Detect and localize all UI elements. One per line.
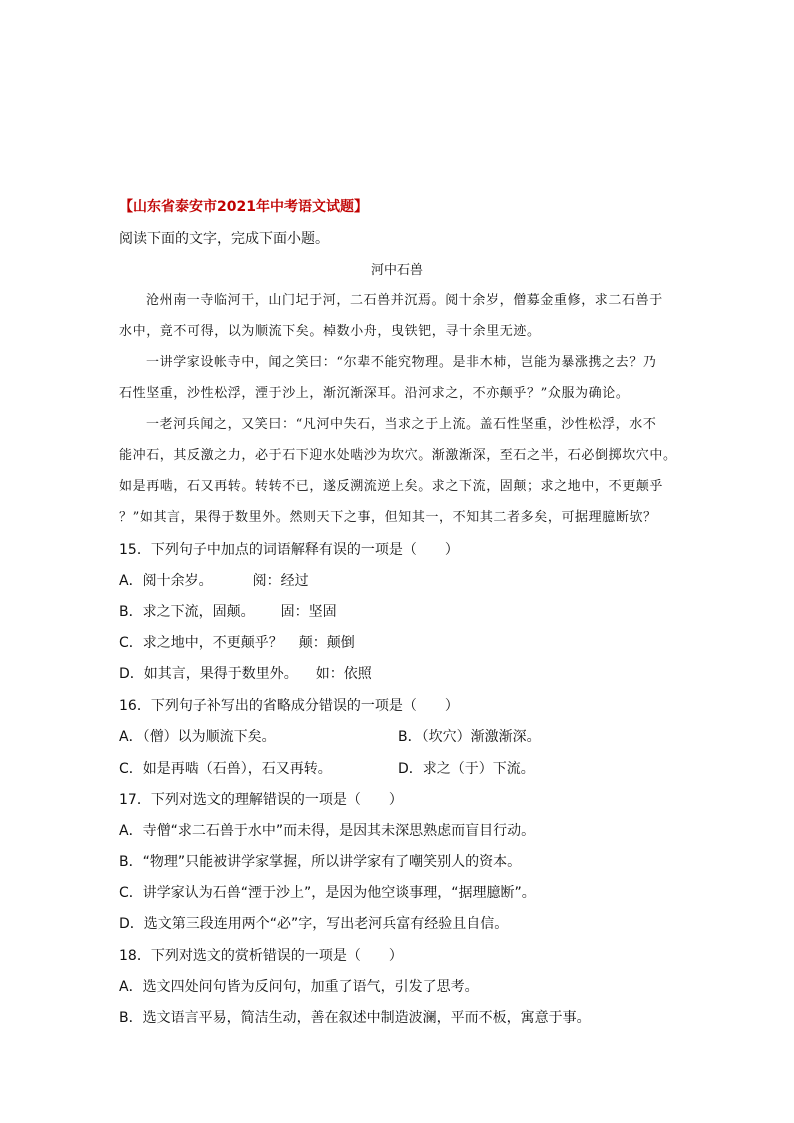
- passage-line: 一讲学家设帐寺中，闻之笑曰：“尔辈不能究物理。是非木杮，岂能为暴涨携之去？乃: [146, 355, 657, 370]
- option-sentence: A．阅十余岁。: [119, 573, 213, 589]
- question-16-option-c: C．如是再啮（石兽），石又再转。: [119, 761, 332, 777]
- reading-instruction: 阅读下面的文字，完成下面小题。: [119, 231, 329, 247]
- option-gloss: 固：坚固: [280, 604, 337, 620]
- passage-line: 如是再啮，石又再转。转转不已，遂反溯流逆上矣。求之下流，固颠；求之地中，不更颠乎: [119, 479, 664, 494]
- question-17-option-b: B．“物理”只能被讲学家掌握，所以讲学家有了嘲笑别人的资本。: [119, 854, 522, 870]
- passage-line: 水中，竟不可得，以为顺流下矣。棹数小舟，曳铁钯，寻十余里无迹。: [119, 324, 541, 339]
- question-15-option-c: [119, 634, 355, 652]
- question-16-option-a: A．（僧）以为顺流下矣。: [119, 729, 276, 745]
- option-sentence: D．如其言，果得于数里外。: [119, 666, 298, 682]
- option-gloss: 颠：颠倒: [298, 635, 355, 651]
- passage-title: 河中石兽: [370, 263, 423, 278]
- option-gloss: 阅：经过: [252, 573, 309, 589]
- question-15-option-b: [119, 603, 337, 621]
- question-15-stem: 15．下列句子中加点的词语解释有误的一项是（ ）: [119, 542, 459, 558]
- question-17-option-d: D．选文第三段连用两个“必”字，写出老河兵富有经验且自信。: [119, 916, 509, 932]
- passage-line: ？”如其言，果得于数里外。然则天下之事，但知其一，不知其二者多矣，可据理臆断欤？: [119, 510, 657, 525]
- passage-line: 一老河兵闻之，又笑曰：“凡河中失石，当求之于上流。盖石性坚重，沙性松浮，水不: [146, 417, 657, 432]
- question-15-option-d: [119, 665, 372, 683]
- question-15-option-a: [119, 572, 309, 590]
- option-gloss: 如：依照: [315, 666, 372, 682]
- question-17-option-c: C．讲学家认为石兽“湮于沙上”，是因为他空谈事理，“据理臆断”。: [119, 885, 536, 901]
- question-18-option-a: A．选文四处问句皆为反问句，加重了语气，引发了思考。: [119, 979, 479, 995]
- question-18-stem: 18．下列对选文的赏析错误的一项是（ ）: [119, 948, 403, 964]
- question-17-option-a: A．寺僧“求二石兽于水中”而未得，是因其未深思熟虑而盲目行动。: [119, 823, 536, 839]
- question-16-option-b: B．（坎穴）渐激渐深。: [398, 729, 541, 745]
- option-sentence: B．求之下流，固颠。: [119, 604, 255, 620]
- option-sentence: C．求之地中，不更颠乎？: [119, 635, 283, 651]
- source-heading: 【山东省泰安市2021年中考语文试题】: [119, 199, 368, 215]
- passage-line: 沧州南一寺临河干，山门圮于河，二石兽并沉焉。阅十余岁，僧募金重修，求二石兽于: [146, 293, 663, 308]
- question-18-option-b: B．选文语言平易，简洁生动，善在叙述中制造波澜，平而不板，寓意于事。: [119, 1010, 591, 1026]
- passage-line: 石性坚重，沙性松浮，湮于沙上，渐沉渐深耳。沿河求之，不亦颠乎？”众服为确论。: [119, 386, 630, 401]
- question-16-option-d: D．求之（于）下流。: [398, 761, 535, 777]
- question-16-stem: 16．下列句子补写出的省略成分错误的一项是（ ）: [119, 698, 459, 714]
- question-17-stem: 17．下列对选文的理解错误的一项是（ ）: [119, 792, 403, 808]
- passage-line: 能冲石，其反激之力，必于石下迎水处啮沙为坎穴。渐激渐深，至石之半，石必倒掷坎穴中。: [119, 448, 677, 463]
